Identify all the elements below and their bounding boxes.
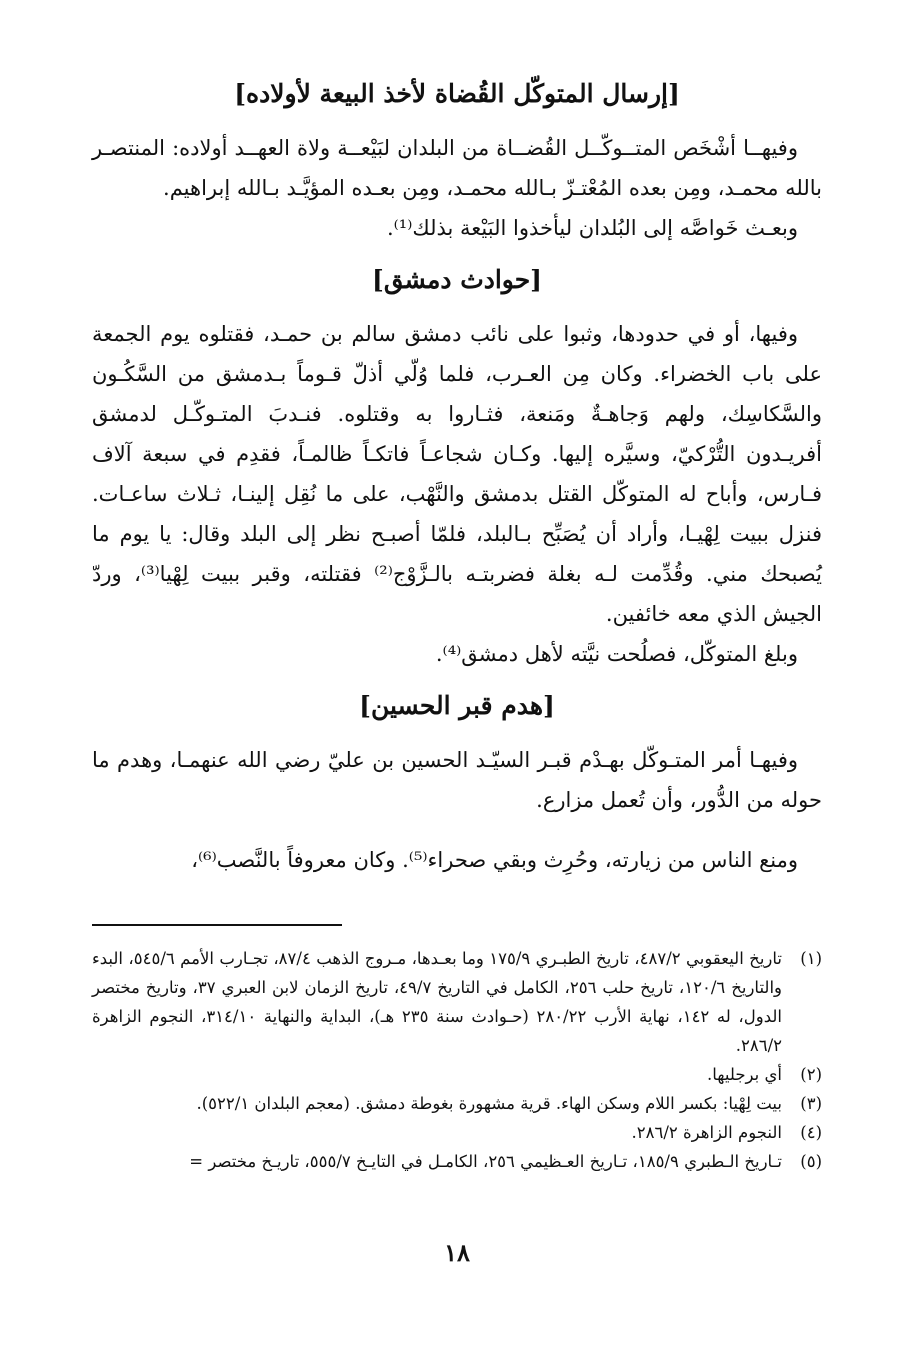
footnote-text: تاريخ اليعقوبي ٤٨٧/٢، تاريخ الطبـري ١٧٥/٩ وما بعـدها، مـروج الذهب ٨٧/٤، تجـارب الأمم ٥٤٥/٦، البدء والتاريخ ١٢٠/٦، تاريخ حلب ٢٥٦، الكامل في التاريخ ٤٩/٧، تاريخ الزمان لابن العبري ٣٧، وتاريخ مختصر الدول، له ١٤٢، نهاية الأرب ٢٨٠/٢٢ (حـوادث سنة ٢٣٥ هـ)، البداية والنهاية ٣١٤/١٠، النجوم الزاهرة ٢٨٦/٢.: [92, 949, 782, 1055]
paragraph-judges: وفيهــا أشْخَص المتــوكّــل القُضــاة من البلدان لبَيْعــة ولاة العهــد أولاده: المنتصـر بالله محمـد، ومِن بعده المُعْتـزّ بـالله محمـد، ومِن بعـده المؤيَّـد بـالله إبراهيم.: [92, 136, 822, 200]
footnote-number: (١): [800, 949, 822, 968]
footnote: [92, 1118, 822, 1147]
footnote: [92, 1060, 822, 1089]
paragraph-damascus: وفيها، أو في حدودها، وثبوا على نائب دمشق سالم بن حمـد، فقتلوه يوم الجمعة على باب الخضراء. وكان مِن العـرب، فلما وُلّي أذلّ قـوماً بـدمشق من السَّكُـون والسَّكاسِك، ولهم وَجاهـةٌ ومَنعة، فثـاروا به وقتلوه. فنـدبَ المتـوكّـل لدمشق أفريـدون التُّرْكيّ، وسيَّره إليها. وكـان شجاعـاً فاتكـاً ظالمـاً، فقدِم في سبعة آلاف فـارس، وأباح له المتوكّل القتل بدمشق والنَّهْب، على ما نُقِل إلينـا، ثـلاث ساعـات. فنزل ببيت لِهْيـا، وأراد أن يُصَبِّح بـالبلد، فلمّا أصبـح نظر إلى البلد وقال: يا يوم ما يُصبحك مني. وقُدِّمت لـه بغلة فضربتـه بالـزَّوْج⁽²⁾ فقتلته، وقبر ببيت لِهْيا⁽³⁾، وردّ الجيش الذي معه خائفين.: [92, 322, 822, 626]
paragraph-husayn: وفيهـا أمر المتـوكّل بهـدْم قبـر السيّـد الحسين بن عليّ رضي الله عنهمـا، وهدم ما حوله من الدُّور، وأن تُعمل مزارع.: [92, 748, 822, 812]
paragraph-envoys: وبعـث خَواصَّه إلى البُلدان ليأخذوا البَيْعة بذلك⁽¹⁾.: [386, 216, 798, 240]
page-number: ١٨: [444, 1238, 470, 1267]
section-heading-judges: [إرسال المتوكّل القُضاة لأخذ البيعة لأولاده]: [234, 79, 680, 108]
footnote-separator: [92, 924, 342, 926]
section-heading-damascus: [حوادث دمشق]: [371, 265, 543, 294]
footnotes: [92, 944, 822, 1176]
section-heading-husayn: [هدم قبر الحسين]: [359, 691, 555, 720]
footnote-text: أي برجليها.: [707, 1065, 782, 1084]
book-page: [92, 70, 822, 1290]
footnote-number: (٤): [800, 1123, 822, 1142]
footnote: [92, 1089, 822, 1118]
paragraph-damascus-end: وبلغ المتوكّل، فصلُحت نيَّته لأهل دمشق⁽⁴⁾.: [435, 642, 798, 666]
footnote: [92, 944, 822, 1060]
footnote-text: بيت لِهْيا: بكسر اللام وسكن الهاء. قرية مشهورة بغوطة دمشق. (معجم البلدان ٥٢٢/١).: [196, 1094, 782, 1113]
footnote-text: النجوم الزاهرة ٢٨٦/٢.: [631, 1123, 782, 1142]
paragraph-husayn-ban: ومنع الناس من زيارته، وحُرِث وبقي صحراء⁽⁵⁾. وكان معروفاً بالنَّصب⁽⁶⁾،: [191, 848, 798, 872]
footnote-number: (٣): [800, 1094, 822, 1113]
footnote-number: (٥): [800, 1152, 822, 1171]
footnote: [92, 1147, 822, 1176]
footnote-text: تـاريخ الـطبري ١٨٥/٩، تـاريخ العـظيمي ٢٥٦، الكامـل في التايـخ ٥٥٥/٧، تاريـخ مختصر =: [189, 1152, 782, 1171]
footnote-number: (٢): [800, 1065, 822, 1084]
